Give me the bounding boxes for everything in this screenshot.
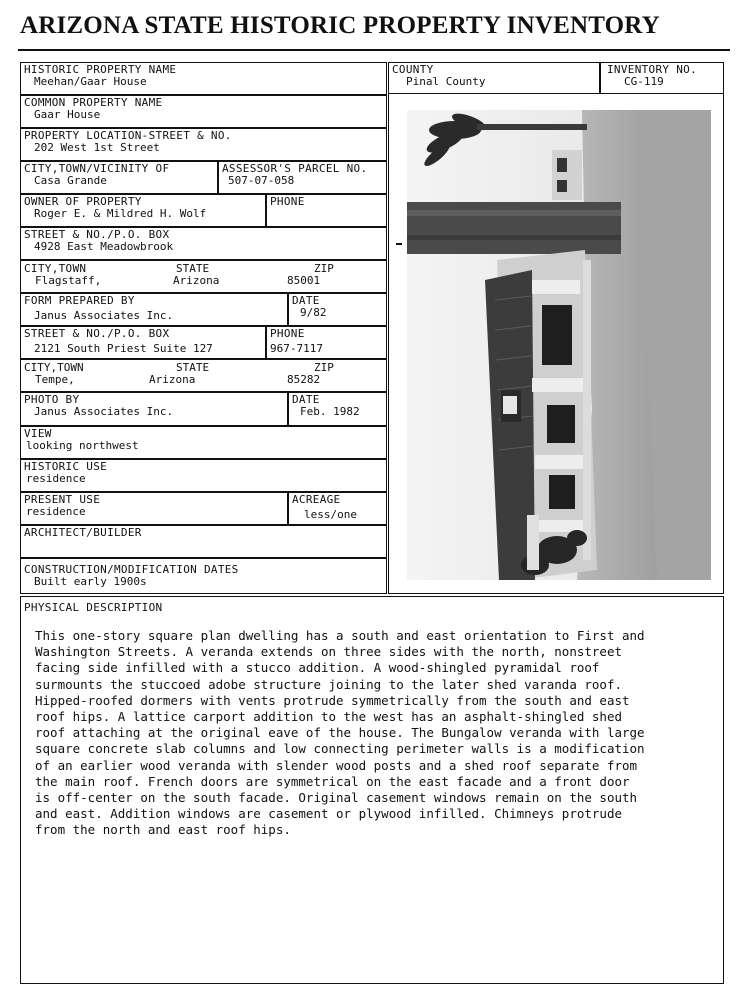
city-vicinity-label: CITY,TOWN/VICINITY OF	[24, 162, 170, 175]
county-field	[388, 62, 600, 94]
acreage-label: ACREAGE	[292, 493, 341, 506]
architect-field	[20, 525, 387, 558]
owner-city-label: CITY,TOWN	[24, 262, 87, 275]
prep-street-field	[20, 326, 266, 359]
view-value: looking northwest	[26, 439, 139, 452]
prepared-by-field	[20, 293, 288, 326]
historic-name-field	[20, 62, 387, 95]
prep-city-row	[20, 359, 387, 392]
location-value: 202 West 1st Street	[34, 141, 160, 154]
historic-use-field	[20, 459, 387, 492]
property-photo	[407, 110, 711, 580]
prep-city-label: CITY,TOWN	[24, 361, 84, 374]
common-name-field	[20, 95, 387, 128]
prep-zip-value: 85282	[287, 373, 321, 386]
prepared-date-value: 9/82	[300, 306, 327, 319]
parcel-value: 507-07-058	[228, 174, 295, 187]
historic-name-value: Meehan/Gaar House	[34, 75, 147, 88]
present-use-value: residence	[26, 505, 86, 518]
view-label: VIEW	[24, 427, 52, 440]
photo-date-value: Feb. 1982	[300, 405, 360, 418]
owner-field	[20, 194, 266, 227]
common-name-value: Gaar House	[34, 108, 101, 121]
inventory-no-field	[600, 62, 724, 94]
owner-street-value: 4928 East Meadowbrook	[34, 240, 174, 253]
architect-label: ARCHITECT/BUILDER	[24, 526, 142, 539]
owner-zip-label: ZIP	[314, 262, 334, 275]
common-name-label: COMMON PROPERTY NAME	[24, 96, 163, 109]
owner-street-label: STREET & NO./P.O. BOX	[24, 228, 170, 241]
owner-phone-label: PHONE	[270, 195, 305, 208]
photo-date-field	[288, 392, 387, 426]
house-photo-illustration	[407, 110, 711, 580]
owner-zip-value: 85001	[287, 274, 321, 287]
prep-zip-label: ZIP	[314, 361, 334, 374]
margin-tick	[396, 243, 402, 245]
construction-label: CONSTRUCTION/MODIFICATION DATES	[24, 563, 239, 576]
physical-description-label: PHYSICAL DESCRIPTION	[24, 601, 163, 614]
parcel-field	[218, 161, 387, 194]
prep-state-label: STATE	[176, 361, 210, 374]
photo-by-field	[20, 392, 288, 426]
county-label: COUNTY	[392, 63, 434, 76]
prep-phone-label: PHONE	[270, 327, 305, 340]
prepared-date-label: DATE	[292, 294, 320, 307]
historic-use-label: HISTORIC USE	[24, 460, 108, 473]
owner-state-value: Arizona	[173, 274, 220, 287]
inventory-no-value: CG-119	[624, 75, 664, 88]
prepared-by-label: FORM PREPARED BY	[24, 294, 135, 307]
present-use-label: PRESENT USE	[24, 493, 101, 506]
owner-city-value: Flagstaff,	[35, 274, 102, 287]
owner-phone-field	[266, 194, 387, 227]
acreage-field	[288, 492, 387, 525]
prep-state-value: Arizona	[149, 373, 196, 386]
location-field	[20, 128, 387, 161]
parcel-label: ASSESSOR'S PARCEL NO.	[222, 162, 368, 175]
view-field	[20, 426, 387, 459]
present-use-field	[20, 492, 288, 525]
photo-date-label: DATE	[292, 393, 320, 406]
prep-street-label: STREET & NO./P.O. BOX	[24, 327, 170, 340]
prep-city-value: Tempe,	[35, 373, 75, 386]
title-rule	[18, 49, 730, 51]
prep-phone-value: 967-7117	[270, 342, 323, 355]
owner-state-label: STATE	[176, 262, 210, 275]
owner-label: OWNER OF PROPERTY	[24, 195, 142, 208]
location-label: PROPERTY LOCATION-STREET & NO.	[24, 129, 232, 142]
county-value: Pinal County	[406, 75, 486, 88]
construction-field	[20, 558, 387, 594]
prepared-by-value: Janus Associates Inc.	[34, 309, 174, 322]
historic-name-label: HISTORIC PROPERTY NAME	[24, 63, 177, 76]
palm-trunk	[407, 202, 621, 254]
owner-city-row	[20, 260, 387, 293]
photo-by-value: Janus Associates Inc.	[34, 405, 174, 418]
photo-by-label: PHOTO BY	[24, 393, 80, 406]
prepared-date-field	[288, 293, 387, 326]
city-vicinity-field	[20, 161, 218, 194]
acreage-value: less/one	[304, 508, 357, 521]
owner-street-field	[20, 227, 387, 260]
historic-use-value: residence	[26, 472, 86, 485]
prep-phone-field	[266, 326, 387, 359]
city-vicinity-value: Casa Grande	[34, 174, 107, 187]
prep-street-value: 2121 South Priest Suite 127	[34, 342, 213, 355]
page-title: ARIZONA STATE HISTORIC PROPERTY INVENTORY	[20, 12, 660, 39]
owner-value: Roger E. & Mildred H. Wolf	[34, 207, 207, 220]
physical-description-text: This one-story square plan dwelling has a south and east orientation to First and Washington Streets. A veranda extends on three sides with the north, nonstreet facing side infilled with a stucco addition. A wood-shingled pyramidal roof surmounts the stuccoed adobe structure joining to the later shed varanda roof. Hipped-roofed dormers with vents protrude symmetrically from the south and east roof hips. A lattice carport addition to the west has an asphalt-shingled shed roof attaching at the original eave of the house. The Bungalow veranda with large square concrete slab columns and low connecting perimeter walls is a modification of an earlier wood veranda with slender wood posts and a shed roof separate from the main roof. French doors are symmetrical on the east facade and a front door is off-center on the south facade. Original casement windows remain on the south and east. Addition windows are casement or plywood infilled. Chimneys protrude from the north and east roof hips.	[35, 628, 645, 838]
inventory-no-label: INVENTORY NO.	[607, 63, 697, 76]
construction-value: Built early 1900s	[34, 575, 147, 588]
